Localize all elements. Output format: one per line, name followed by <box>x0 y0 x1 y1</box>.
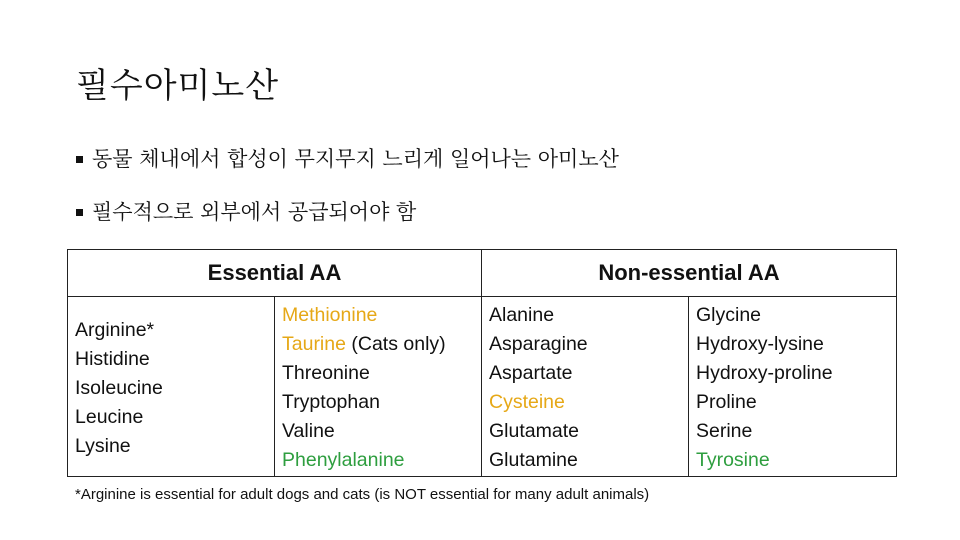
amino-acid-name: Tryptophan <box>282 391 380 413</box>
bullet-item <box>76 146 619 173</box>
amino-acid-name: Glutamine <box>489 449 578 471</box>
amino-acid-name: Proline <box>696 391 757 413</box>
bullet-item <box>76 199 619 226</box>
amino-acid-item <box>696 359 889 388</box>
amino-acid-item <box>282 301 474 330</box>
amino-acid-item <box>696 417 889 446</box>
amino-acid-item <box>75 345 267 374</box>
amino-acid-item <box>75 403 267 432</box>
amino-acid-item <box>489 301 681 330</box>
amino-acid-name: Alanine <box>489 304 555 326</box>
essential-column-1 <box>68 297 275 477</box>
nonessential-aa-header: Non-essential AA <box>482 250 897 297</box>
square-bullet-icon <box>76 156 83 163</box>
amino-acid-name: Aspartate <box>489 362 573 384</box>
amino-acid-item <box>696 446 889 475</box>
footnote: *Arginine is essential for adult dogs and cats (is NOT essential for many adult animals) <box>75 486 650 503</box>
amino-acid-item <box>696 388 889 417</box>
bullet-text: 필수적으로 외부에서 공급되어야 함 <box>92 200 417 224</box>
amino-acid-name: Hydroxy-lysine <box>696 333 824 355</box>
bullet-list <box>76 146 619 252</box>
amino-acid-note: (Cats only) <box>345 333 446 355</box>
amino-acid-name: Valine <box>282 420 335 442</box>
amino-acid-item <box>282 417 474 446</box>
amino-acid-item <box>282 388 474 417</box>
amino-acid-item <box>75 374 267 403</box>
amino-acid-name: Glycine <box>696 304 762 326</box>
amino-acid-name: Leucine <box>75 406 144 428</box>
amino-acid-item <box>696 301 889 330</box>
amino-acid-item <box>489 359 681 388</box>
amino-acid-name: Arginine* <box>75 319 155 341</box>
amino-acid-name: Phenylalanine <box>282 449 405 471</box>
amino-acid-item <box>282 359 474 388</box>
amino-acid-item <box>489 446 681 475</box>
nonessential-column-1 <box>482 297 689 477</box>
amino-acid-name: Serine <box>696 420 753 442</box>
amino-acid-name: Methionine <box>282 304 378 326</box>
amino-acid-item <box>489 330 681 359</box>
square-bullet-icon <box>76 209 83 216</box>
amino-acid-name: Asparagine <box>489 333 588 355</box>
bullet-text: 동물 체내에서 합성이 무지무지 느리게 일어나는 아미노산 <box>92 147 619 171</box>
amino-acid-name: Isoleucine <box>75 377 163 399</box>
amino-acid-item <box>282 330 474 359</box>
amino-acid-item <box>696 330 889 359</box>
amino-acid-item <box>489 388 681 417</box>
essential-aa-header: Essential AA <box>68 250 482 297</box>
amino-acid-item <box>75 432 267 461</box>
essential-column-2 <box>275 297 482 477</box>
nonessential-column-2 <box>689 297 897 477</box>
amino-acid-name: Tyrosine <box>696 449 770 471</box>
amino-acid-table <box>67 249 897 477</box>
amino-acid-name: Taurine <box>282 333 346 355</box>
amino-acid-name: Lysine <box>75 435 131 457</box>
amino-acid-item <box>282 446 474 475</box>
amino-acid-name: Glutamate <box>489 420 579 442</box>
amino-acid-item <box>489 417 681 446</box>
amino-acid-name: Threonine <box>282 362 370 384</box>
amino-acid-name: Cysteine <box>489 391 565 413</box>
amino-acid-name: Histidine <box>75 348 150 370</box>
amino-acid-name: Hydroxy-proline <box>696 362 833 384</box>
slide-title: 필수아미노산 <box>76 66 280 106</box>
amino-acid-item <box>75 316 267 345</box>
